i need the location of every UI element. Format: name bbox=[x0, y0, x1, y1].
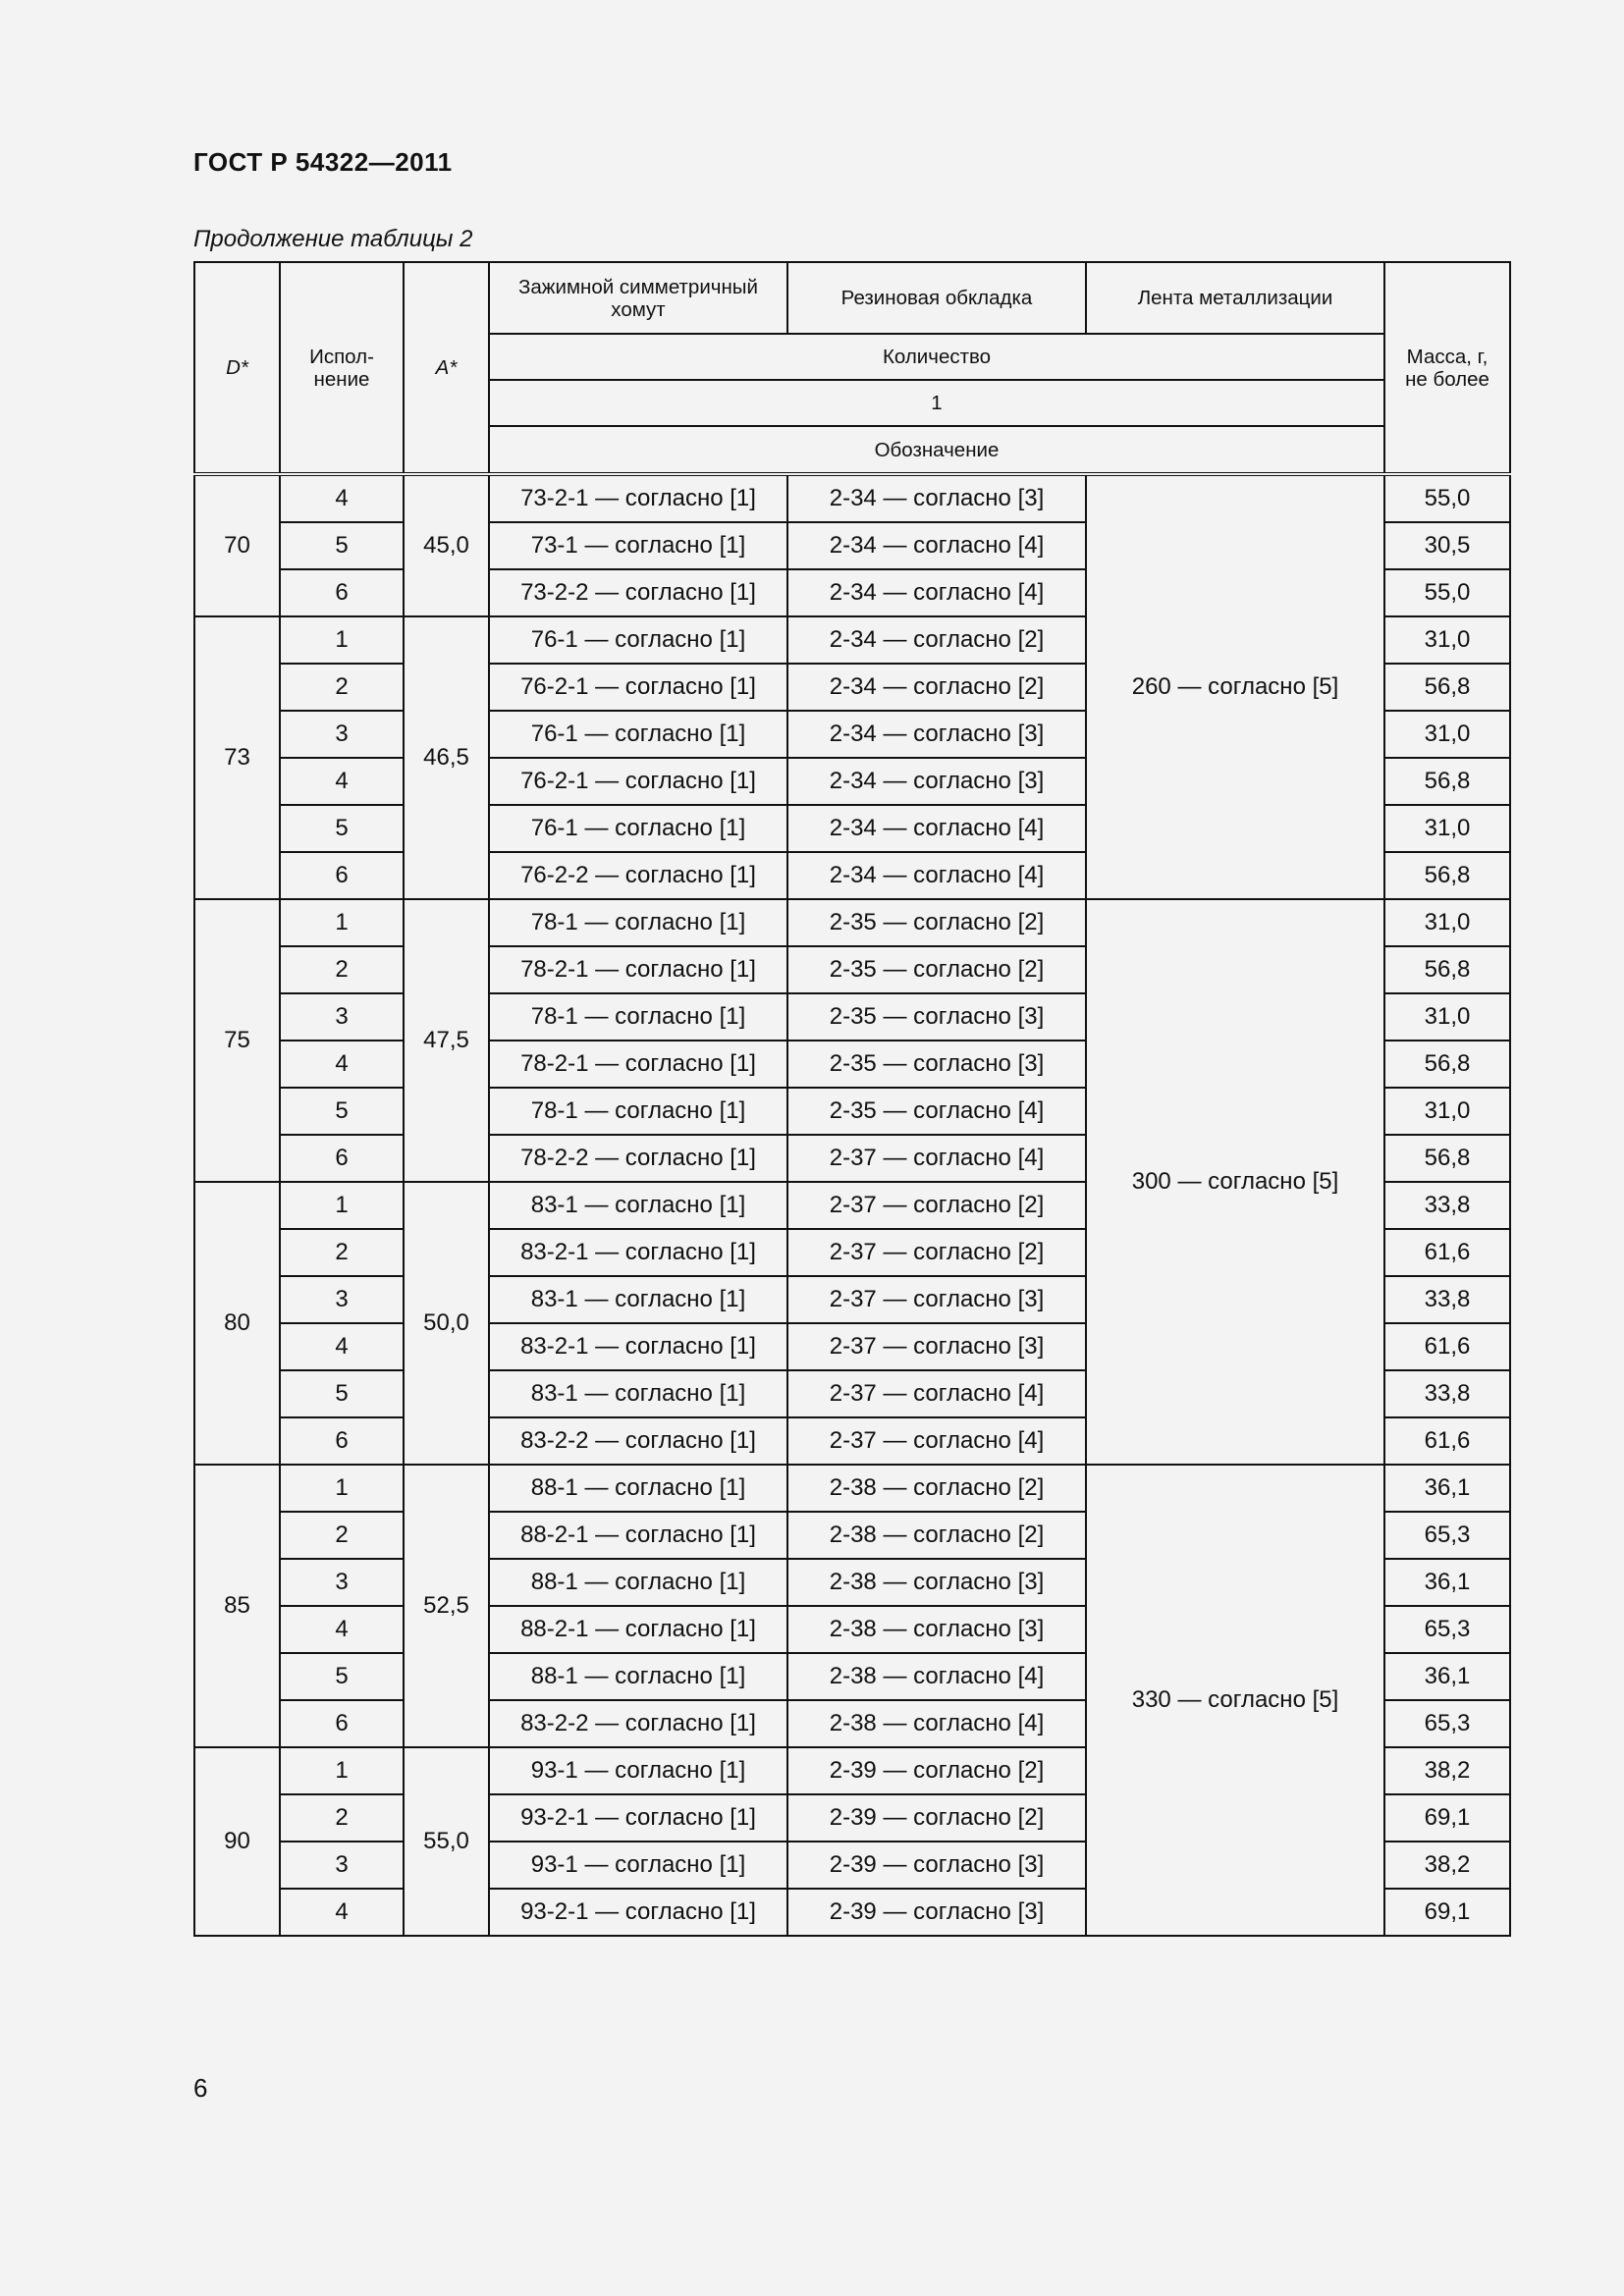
cell-d: 75 bbox=[194, 899, 280, 1182]
cell-clamp: 83-1 — согласно [1] bbox=[489, 1276, 787, 1323]
cell-mass: 31,0 bbox=[1384, 616, 1510, 664]
cell-version: 3 bbox=[280, 1842, 404, 1889]
cell-version: 6 bbox=[280, 1417, 404, 1465]
cell-tape: 260 — согласно [5] bbox=[1086, 474, 1384, 899]
cell-rubber: 2-34 — согласно [4] bbox=[787, 805, 1086, 852]
cell-version: 2 bbox=[280, 946, 404, 993]
cell-version: 4 bbox=[280, 1606, 404, 1653]
cell-clamp: 93-2-1 — согласно [1] bbox=[489, 1794, 787, 1842]
cell-clamp: 83-2-1 — согласно [1] bbox=[489, 1323, 787, 1370]
cell-clamp: 88-1 — согласно [1] bbox=[489, 1653, 787, 1700]
cell-rubber: 2-35 — согласно [3] bbox=[787, 993, 1086, 1041]
cell-d: 85 bbox=[194, 1465, 280, 1747]
header-designation: Обозначение bbox=[489, 426, 1384, 474]
cell-d: 80 bbox=[194, 1182, 280, 1465]
cell-rubber: 2-39 — согласно [2] bbox=[787, 1747, 1086, 1794]
cell-rubber: 2-35 — согласно [3] bbox=[787, 1041, 1086, 1088]
cell-clamp: 78-2-2 — согласно [1] bbox=[489, 1135, 787, 1182]
cell-version: 4 bbox=[280, 1323, 404, 1370]
cell-mass: 55,0 bbox=[1384, 569, 1510, 616]
cell-mass: 38,2 bbox=[1384, 1842, 1510, 1889]
cell-clamp: 83-1 — согласно [1] bbox=[489, 1182, 787, 1229]
cell-a: 46,5 bbox=[404, 616, 489, 899]
table-row bbox=[194, 474, 1510, 522]
cell-version: 4 bbox=[280, 1041, 404, 1088]
cell-d: 70 bbox=[194, 474, 280, 616]
header-quantity: Количество bbox=[489, 334, 1384, 380]
cell-mass: 56,8 bbox=[1384, 664, 1510, 711]
cell-mass: 36,1 bbox=[1384, 1465, 1510, 1512]
cell-rubber: 2-34 — согласно [2] bbox=[787, 664, 1086, 711]
cell-rubber: 2-37 — согласно [3] bbox=[787, 1323, 1086, 1370]
cell-version: 4 bbox=[280, 1889, 404, 1936]
cell-rubber: 2-39 — согласно [3] bbox=[787, 1842, 1086, 1889]
cell-rubber: 2-37 — согласно [3] bbox=[787, 1276, 1086, 1323]
table-caption: Продолжение таблицы 2 bbox=[193, 226, 473, 252]
cell-version: 4 bbox=[280, 758, 404, 805]
cell-clamp: 88-2-1 — согласно [1] bbox=[489, 1606, 787, 1653]
cell-rubber: 2-35 — согласно [2] bbox=[787, 899, 1086, 946]
cell-mass: 33,8 bbox=[1384, 1182, 1510, 1229]
header-d: D* bbox=[194, 262, 280, 474]
cell-rubber: 2-34 — согласно [3] bbox=[787, 758, 1086, 805]
cell-version: 5 bbox=[280, 805, 404, 852]
cell-rubber: 2-34 — согласно [3] bbox=[787, 711, 1086, 758]
cell-mass: 55,0 bbox=[1384, 474, 1510, 522]
cell-mass: 36,1 bbox=[1384, 1559, 1510, 1606]
spec-table bbox=[193, 261, 1511, 1937]
cell-version: 2 bbox=[280, 1229, 404, 1276]
cell-rubber: 2-37 — согласно [4] bbox=[787, 1135, 1086, 1182]
cell-version: 2 bbox=[280, 1794, 404, 1842]
cell-version: 6 bbox=[280, 1135, 404, 1182]
cell-version: 5 bbox=[280, 1370, 404, 1417]
cell-clamp: 93-2-1 — согласно [1] bbox=[489, 1889, 787, 1936]
cell-rubber: 2-37 — согласно [4] bbox=[787, 1370, 1086, 1417]
cell-mass: 36,1 bbox=[1384, 1653, 1510, 1700]
cell-clamp: 83-2-2 — согласно [1] bbox=[489, 1417, 787, 1465]
cell-mass: 31,0 bbox=[1384, 805, 1510, 852]
cell-mass: 65,3 bbox=[1384, 1700, 1510, 1747]
cell-clamp: 76-1 — согласно [1] bbox=[489, 711, 787, 758]
cell-mass: 56,8 bbox=[1384, 1041, 1510, 1088]
cell-rubber: 2-38 — согласно [2] bbox=[787, 1465, 1086, 1512]
cell-mass: 56,8 bbox=[1384, 946, 1510, 993]
cell-rubber: 2-39 — согласно [2] bbox=[787, 1794, 1086, 1842]
cell-rubber: 2-34 — согласно [4] bbox=[787, 852, 1086, 899]
header-quantity-value: 1 bbox=[489, 380, 1384, 426]
cell-clamp: 76-2-1 — согласно [1] bbox=[489, 758, 787, 805]
cell-mass: 65,3 bbox=[1384, 1606, 1510, 1653]
cell-mass: 61,6 bbox=[1384, 1229, 1510, 1276]
cell-mass: 31,0 bbox=[1384, 993, 1510, 1041]
header-tape: Лента металлизации bbox=[1086, 262, 1384, 334]
cell-version: 2 bbox=[280, 1512, 404, 1559]
cell-mass: 31,0 bbox=[1384, 899, 1510, 946]
cell-version: 1 bbox=[280, 616, 404, 664]
cell-version: 1 bbox=[280, 1465, 404, 1512]
cell-rubber: 2-38 — согласно [3] bbox=[787, 1606, 1086, 1653]
cell-rubber: 2-37 — согласно [2] bbox=[787, 1182, 1086, 1229]
cell-clamp: 88-1 — согласно [1] bbox=[489, 1559, 787, 1606]
cell-version: 1 bbox=[280, 1747, 404, 1794]
cell-a: 52,5 bbox=[404, 1465, 489, 1747]
cell-mass: 69,1 bbox=[1384, 1794, 1510, 1842]
cell-clamp: 78-1 — согласно [1] bbox=[489, 1088, 787, 1135]
cell-version: 5 bbox=[280, 1088, 404, 1135]
cell-mass: 38,2 bbox=[1384, 1747, 1510, 1794]
cell-rubber: 2-34 — согласно [4] bbox=[787, 522, 1086, 569]
cell-clamp: 88-2-1 — согласно [1] bbox=[489, 1512, 787, 1559]
cell-clamp: 73-1 — согласно [1] bbox=[489, 522, 787, 569]
cell-version: 1 bbox=[280, 1182, 404, 1229]
cell-version: 3 bbox=[280, 711, 404, 758]
cell-rubber: 2-35 — согласно [4] bbox=[787, 1088, 1086, 1135]
cell-version: 3 bbox=[280, 1276, 404, 1323]
cell-clamp: 73-2-1 — согласно [1] bbox=[489, 474, 787, 522]
cell-clamp: 78-1 — согласно [1] bbox=[489, 993, 787, 1041]
cell-a: 47,5 bbox=[404, 899, 489, 1182]
cell-clamp: 93-1 — согласно [1] bbox=[489, 1842, 787, 1889]
cell-clamp: 83-1 — согласно [1] bbox=[489, 1370, 787, 1417]
cell-rubber: 2-35 — согласно [2] bbox=[787, 946, 1086, 993]
cell-version: 6 bbox=[280, 1700, 404, 1747]
cell-d: 73 bbox=[194, 616, 280, 899]
cell-clamp: 76-1 — согласно [1] bbox=[489, 616, 787, 664]
cell-mass: 56,8 bbox=[1384, 758, 1510, 805]
cell-mass: 30,5 bbox=[1384, 522, 1510, 569]
cell-mass: 33,8 bbox=[1384, 1370, 1510, 1417]
cell-version: 6 bbox=[280, 852, 404, 899]
cell-a: 45,0 bbox=[404, 474, 489, 616]
cell-mass: 31,0 bbox=[1384, 1088, 1510, 1135]
cell-rubber: 2-39 — согласно [3] bbox=[787, 1889, 1086, 1936]
document-header: ГОСТ Р 54322—2011 bbox=[193, 147, 453, 177]
cell-rubber: 2-37 — согласно [4] bbox=[787, 1417, 1086, 1465]
table-row bbox=[194, 1465, 1510, 1512]
cell-a: 55,0 bbox=[404, 1747, 489, 1936]
header-version: Испол- нение bbox=[280, 262, 404, 474]
cell-clamp: 83-2-2 — согласно [1] bbox=[489, 1700, 787, 1747]
cell-tape: 300 — согласно [5] bbox=[1086, 899, 1384, 1465]
cell-mass: 65,3 bbox=[1384, 1512, 1510, 1559]
header-rubber: Резиновая обкладка bbox=[787, 262, 1086, 334]
cell-version: 5 bbox=[280, 522, 404, 569]
cell-version: 6 bbox=[280, 569, 404, 616]
cell-rubber: 2-38 — согласно [4] bbox=[787, 1653, 1086, 1700]
table-row bbox=[194, 899, 1510, 946]
cell-rubber: 2-37 — согласно [2] bbox=[787, 1229, 1086, 1276]
cell-mass: 31,0 bbox=[1384, 711, 1510, 758]
cell-clamp: 78-2-1 — согласно [1] bbox=[489, 946, 787, 993]
cell-rubber: 2-38 — согласно [2] bbox=[787, 1512, 1086, 1559]
cell-version: 1 bbox=[280, 899, 404, 946]
cell-a: 50,0 bbox=[404, 1182, 489, 1465]
cell-d: 90 bbox=[194, 1747, 280, 1936]
cell-mass: 56,8 bbox=[1384, 852, 1510, 899]
cell-mass: 61,6 bbox=[1384, 1323, 1510, 1370]
cell-clamp: 78-1 — согласно [1] bbox=[489, 899, 787, 946]
cell-clamp: 73-2-2 — согласно [1] bbox=[489, 569, 787, 616]
cell-clamp: 78-2-1 — согласно [1] bbox=[489, 1041, 787, 1088]
cell-version: 3 bbox=[280, 993, 404, 1041]
cell-rubber: 2-34 — согласно [3] bbox=[787, 474, 1086, 522]
cell-clamp: 76-2-2 — согласно [1] bbox=[489, 852, 787, 899]
header-clamp: Зажимной симметричный хомут bbox=[489, 262, 787, 334]
cell-rubber: 2-38 — согласно [4] bbox=[787, 1700, 1086, 1747]
cell-clamp: 83-2-1 — согласно [1] bbox=[489, 1229, 787, 1276]
cell-mass: 56,8 bbox=[1384, 1135, 1510, 1182]
cell-clamp: 76-1 — согласно [1] bbox=[489, 805, 787, 852]
cell-mass: 69,1 bbox=[1384, 1889, 1510, 1936]
cell-rubber: 2-38 — согласно [3] bbox=[787, 1559, 1086, 1606]
cell-version: 4 bbox=[280, 474, 404, 522]
cell-clamp: 93-1 — согласно [1] bbox=[489, 1747, 787, 1794]
cell-clamp: 88-1 — согласно [1] bbox=[489, 1465, 787, 1512]
cell-rubber: 2-34 — согласно [2] bbox=[787, 616, 1086, 664]
cell-version: 2 bbox=[280, 664, 404, 711]
cell-mass: 33,8 bbox=[1384, 1276, 1510, 1323]
cell-clamp: 76-2-1 — согласно [1] bbox=[489, 664, 787, 711]
header-a: A* bbox=[404, 262, 489, 474]
cell-version: 5 bbox=[280, 1653, 404, 1700]
cell-tape: 330 — согласно [5] bbox=[1086, 1465, 1384, 1936]
page-number: 6 bbox=[193, 2073, 208, 2103]
cell-mass: 61,6 bbox=[1384, 1417, 1510, 1465]
cell-version: 3 bbox=[280, 1559, 404, 1606]
cell-rubber: 2-34 — согласно [4] bbox=[787, 569, 1086, 616]
header-mass: Масса, г, не более bbox=[1384, 262, 1510, 474]
